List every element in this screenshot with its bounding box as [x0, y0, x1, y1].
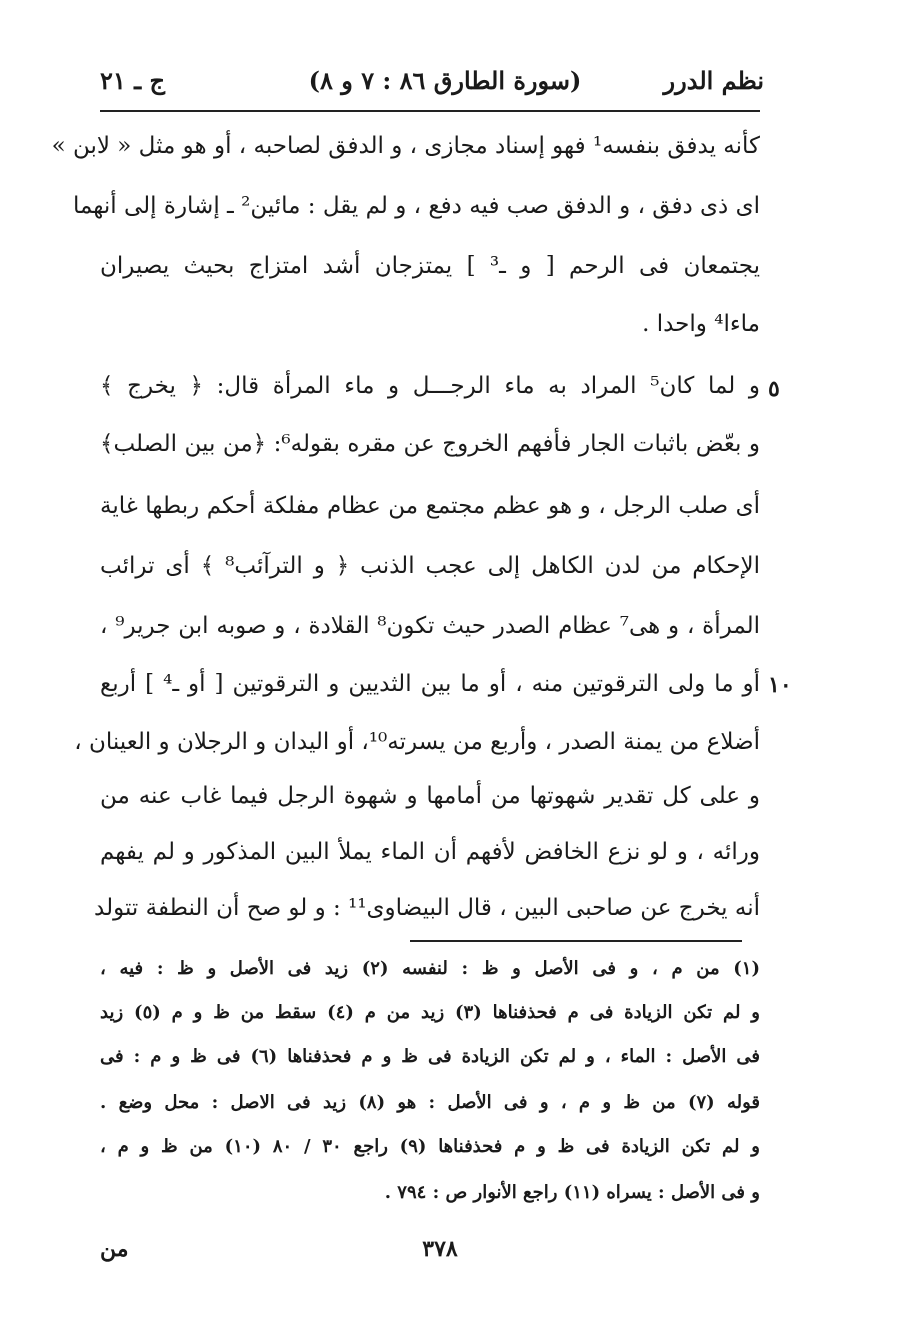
- text-line: يجتمعان فى الرحم [ و ـ³ ] يمتزجان أشد امتزاج بحيث يصيران: [100, 253, 760, 279]
- footnote-line: و لم تكن الزيادة فى م فحذفناها (٣) زيد من م (٤) سقط من ظ و م (٥) زيد: [100, 1002, 760, 1023]
- sura-reference: (سورة الطارق ٨٦ : ٧ و ٨): [308, 66, 582, 95]
- text-line: الإحكام من لدن الكاهل إلى عجب الذنب ﴿ و الترآئب⁸ ﴾ أى ترائب: [100, 553, 760, 579]
- text-line: و على كل تقدير شهوتها من أمامها و شهوة الرجل فيما غاب عنه من: [100, 783, 760, 809]
- footnote-line: و فى الأصل : يسراه (١١) راجع الأنوار ص : ٧٩٤ .: [384, 1182, 760, 1203]
- text-line: المرأة ، و هى⁷ عظام الصدر حيث تكون⁸ القلادة ، و صوبه ابن جرير⁹ ،: [100, 613, 761, 639]
- text-line: اى ذى دفق ، و الدفق صب فيه دفع ، و لم يقل : مائين² ـ إشارة إلى أنهما: [73, 193, 760, 219]
- footnote-line: و لم تكن الزيادة فى ظ و م فحذفناها (٩) راجع ٣٠ / ٨٠ (١٠) من ظ و م ،: [100, 1136, 760, 1157]
- volume-number: ج ـ ٢١: [100, 66, 166, 95]
- book-title: نظم الدرر: [663, 66, 764, 95]
- text-line: ورائه ، و لو نزع الخافض لأفهم أن الماء يملأ البين المذكور و لم يفهم: [100, 839, 760, 865]
- line-number-5: ٥: [768, 376, 780, 402]
- catchword: من: [100, 1236, 129, 1262]
- text-line: ماءا⁴ واحدا .: [642, 311, 760, 337]
- page-number: ٣٧٨: [422, 1236, 458, 1262]
- footnote-line: قوله (٧) من ظ و م ، و فى الأصل : هو (٨) زيد فى الاصل : محل وضع .: [100, 1092, 760, 1113]
- text-line: أنه يخرج عن صاحبى البين ، قال البيضاوى¹¹ : و لو صح أن النطفة تتولد: [94, 895, 760, 921]
- text-line: أو ما ولى الترقوتين منه ، أو ما بين الثديين و الترقوتين [ أو ـ⁴ ] أربع: [100, 671, 760, 697]
- text-line: و بعّض باثبات الجار فأفهم الخروج عن مقره بقوله⁶: ﴿من بين الصلب﴾: [100, 431, 760, 457]
- header-rule: [100, 110, 760, 112]
- line-number-10: ١٠: [768, 672, 792, 698]
- text-line: أضلاع من يمنة الصدر ، وأربع من يسرته¹⁰، أو اليدان و الرجلان و العينان ،: [74, 729, 760, 755]
- page-header: [0, 56, 924, 104]
- footnote-line: (١) من م ، و فى الأصل و ظ : لنفسه (٢) زيد فى الأصل و ظ : فيه ،: [100, 958, 760, 979]
- footnote-line: فى الأصل : الماء ، و لم تكن الزيادة فى ظ و م فحذفناها (٦) فى ظ و م : فى: [100, 1046, 760, 1067]
- text-line: كأنه يدفق بنفسه¹ فهو إسناد مجازى ، و الدفق لصاحبه ، أو هو مثل « لابن »: [51, 133, 760, 159]
- footnote-rule: [410, 940, 742, 942]
- text-line: أى صلب الرجل ، و هو عظم مجتمع من عظام مفلكة أحكم ربطها غاية: [100, 493, 760, 519]
- text-line: و لما كان⁵ المراد به ماء الرجـــل و ماء المرأة قال: ﴿ يخرج ﴾: [100, 373, 761, 399]
